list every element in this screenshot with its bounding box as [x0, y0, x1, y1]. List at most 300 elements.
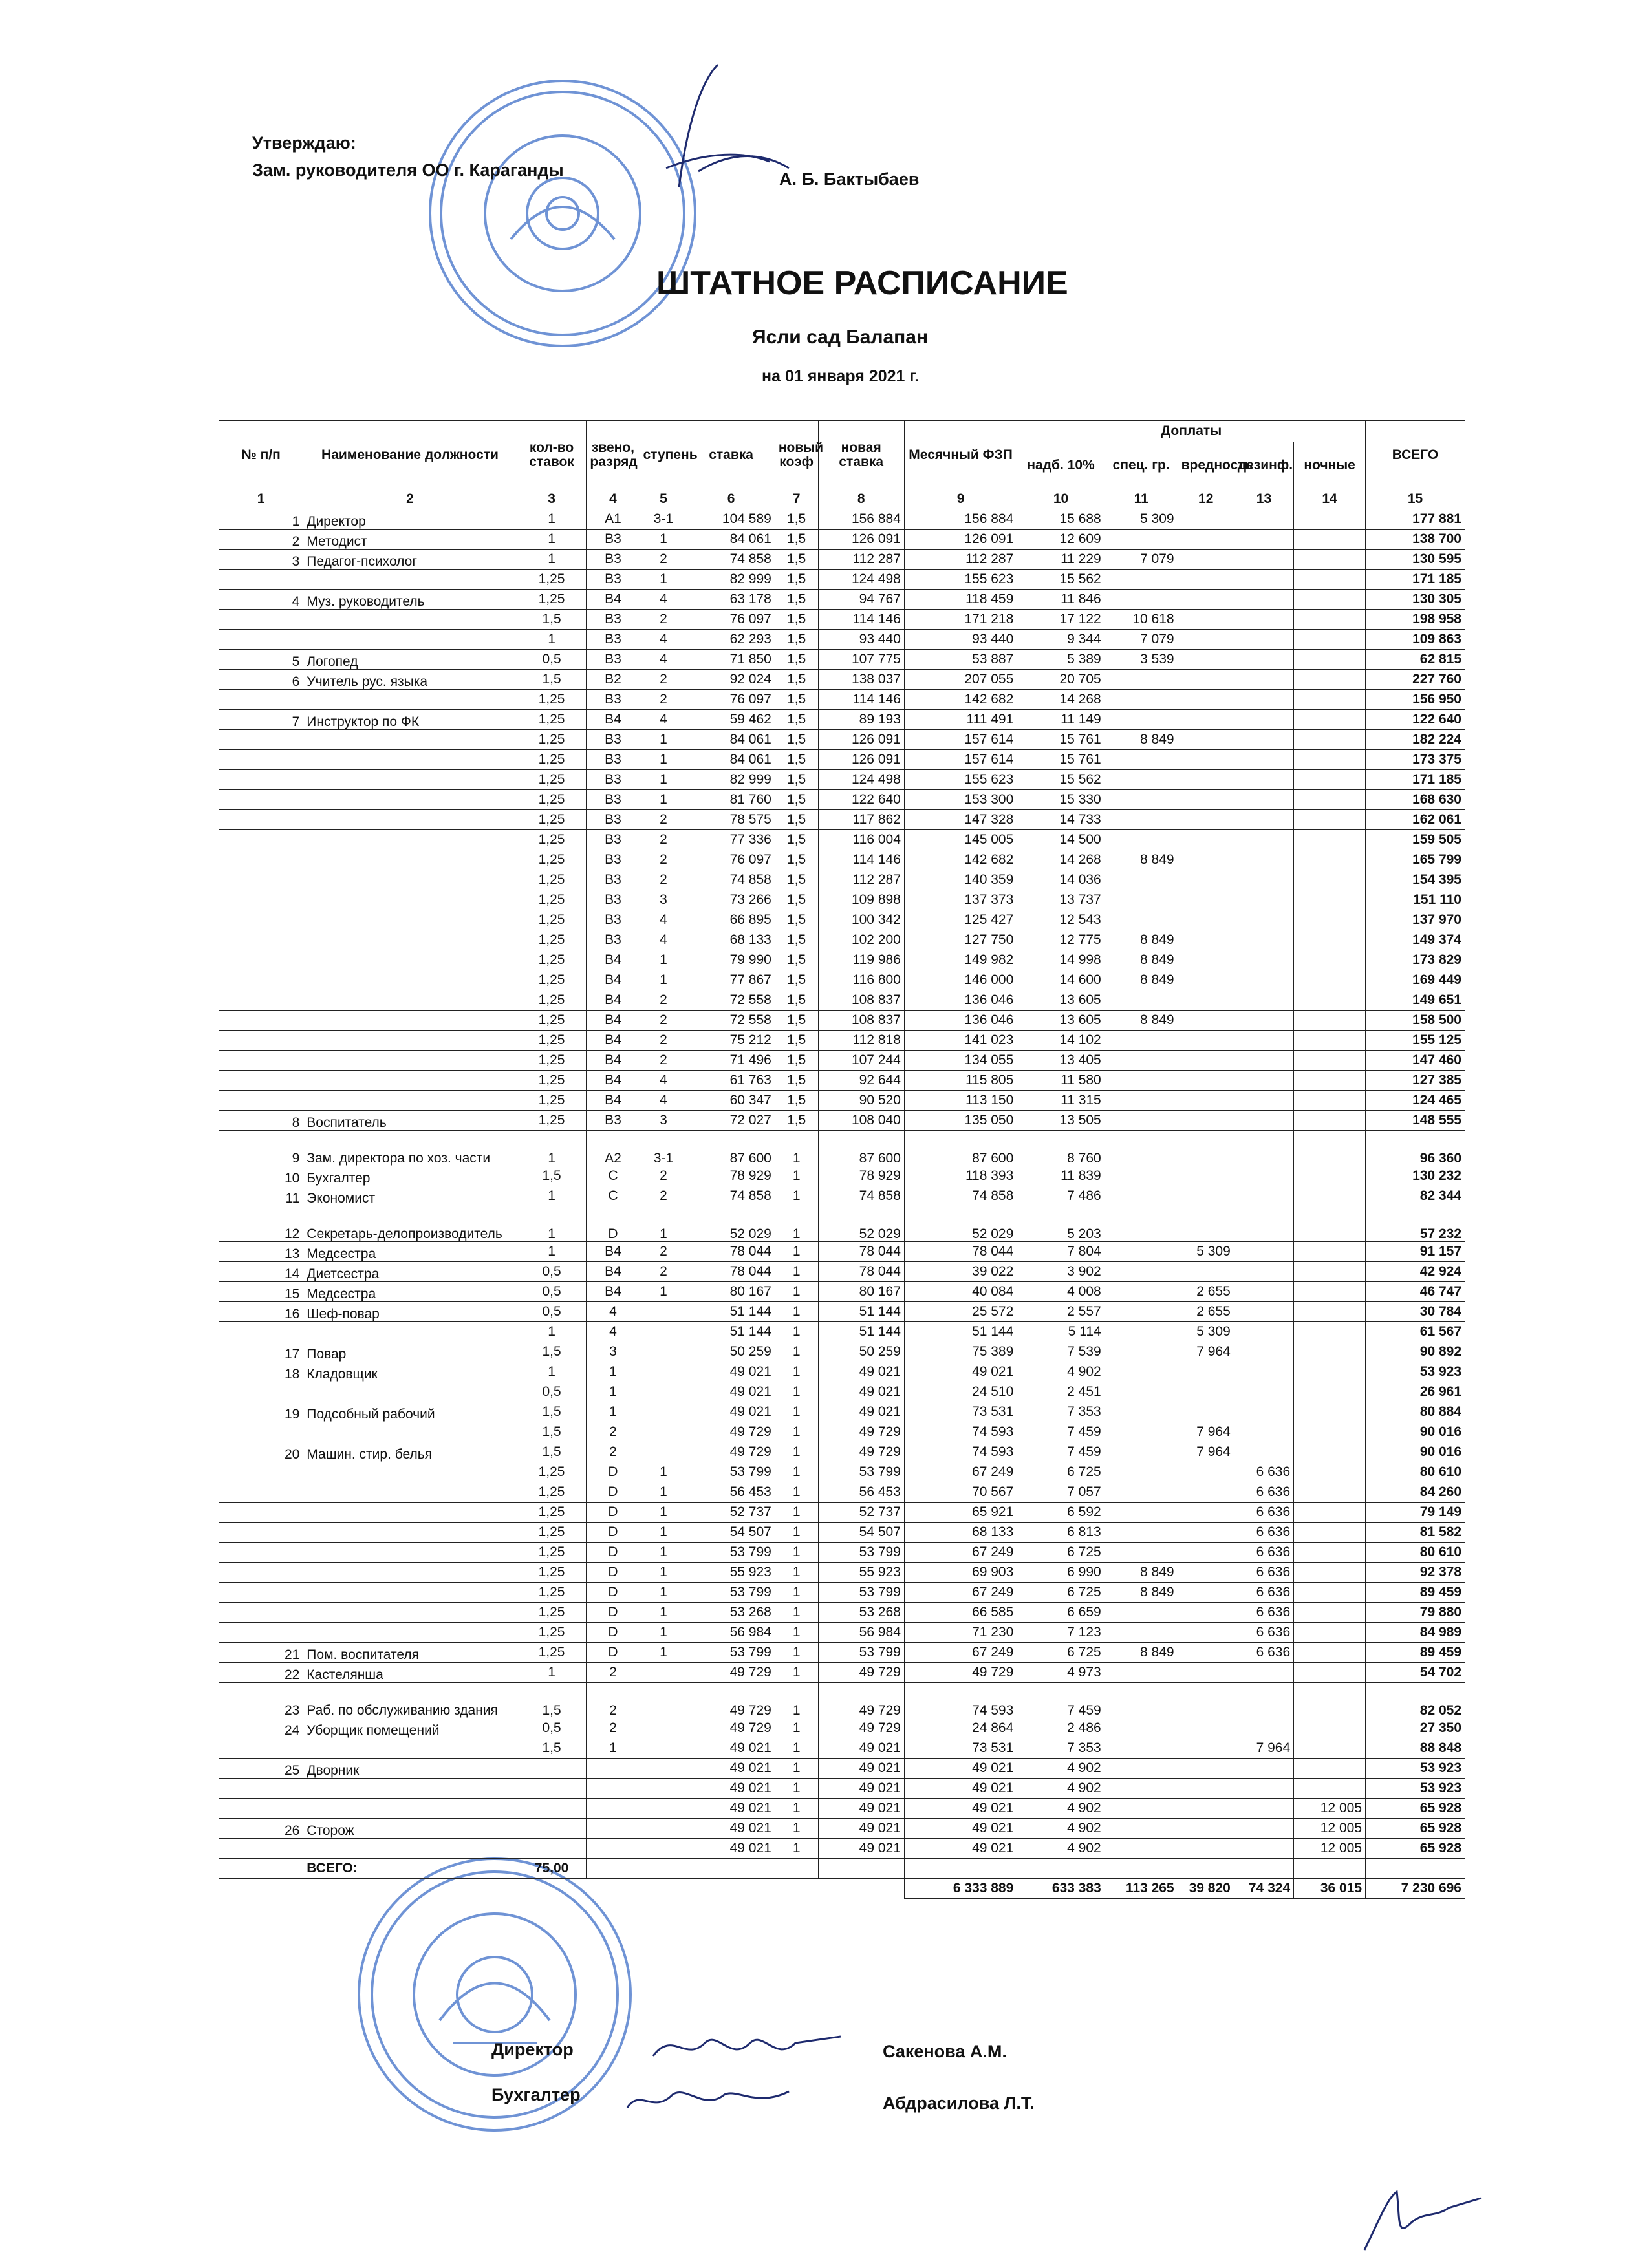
row-total: 173 375: [1366, 750, 1465, 770]
coefficient: 1,5: [775, 710, 818, 730]
extra-special: [1105, 1242, 1178, 1262]
step: [640, 1442, 687, 1462]
monthly-fzp: 67 249: [904, 1643, 1017, 1663]
extra-disinfection: [1234, 1422, 1293, 1442]
base-rate: 49 021: [687, 1402, 775, 1422]
extra-special: [1105, 1799, 1178, 1819]
extra-special: [1105, 1362, 1178, 1382]
monthly-fzp: 136 046: [904, 990, 1017, 1011]
new-rate: 49 021: [818, 1362, 904, 1382]
extra-disinfection: 6 636: [1234, 1643, 1293, 1663]
row-total: 26 961: [1366, 1382, 1465, 1402]
step: 1: [640, 530, 687, 550]
row-number: 15: [219, 1282, 303, 1302]
staff-units: 1,25: [517, 950, 587, 970]
new-rate: 53 268: [818, 1603, 904, 1623]
base-rate: 51 144: [687, 1322, 775, 1342]
row-total: 137 970: [1366, 910, 1465, 930]
new-rate: 49 021: [818, 1759, 904, 1779]
extra-night: [1294, 530, 1366, 550]
grade: В4: [587, 1242, 640, 1262]
extra-hazard: [1178, 1779, 1234, 1799]
position-name: Кастелянша: [303, 1663, 517, 1683]
table-row: [219, 1362, 1465, 1382]
header-step: ступень: [640, 421, 687, 489]
extra-hazard: [1178, 1839, 1234, 1859]
row-total: 182 224: [1366, 730, 1465, 750]
extra-disinfection: [1234, 670, 1293, 690]
monthly-fzp: 49 021: [904, 1799, 1017, 1819]
row-total: 149 651: [1366, 990, 1465, 1011]
extra-disinfection: [1234, 690, 1293, 710]
extra-disinfection: [1234, 1779, 1293, 1799]
table-row: [219, 1242, 1465, 1262]
grade: 1: [587, 1382, 640, 1402]
extra-10pct: 7 123: [1017, 1623, 1105, 1643]
extra-hazard: [1178, 910, 1234, 930]
new-rate: 49 021: [818, 1799, 904, 1819]
extra-night: [1294, 550, 1366, 570]
step: [640, 1799, 687, 1819]
staff-units: 1,5: [517, 1683, 587, 1718]
coefficient: 1: [775, 1543, 818, 1563]
new-rate: 108 837: [818, 990, 904, 1011]
new-rate: 93 440: [818, 630, 904, 650]
extra-night: [1294, 570, 1366, 590]
extra-10pct: 2 451: [1017, 1382, 1105, 1402]
row-number: [219, 1623, 303, 1643]
extra-night: [1294, 870, 1366, 890]
extra-special: 8 849: [1105, 730, 1178, 750]
row-total: 130 595: [1366, 550, 1465, 570]
column-number: 11: [1105, 489, 1178, 509]
row-number: 21: [219, 1643, 303, 1663]
step: 1: [640, 1206, 687, 1242]
new-rate: 53 799: [818, 1543, 904, 1563]
step: 1: [640, 1583, 687, 1603]
extra-disinfection: [1234, 1111, 1293, 1131]
new-rate: 156 884: [818, 509, 904, 530]
header-coef: новый коэф: [775, 421, 818, 489]
position-name: Муз. руководитель: [303, 590, 517, 610]
table-row: [219, 1166, 1465, 1186]
extra-10pct: 11 846: [1017, 590, 1105, 610]
step: 1: [640, 1543, 687, 1563]
monthly-fzp: 113 150: [904, 1091, 1017, 1111]
table-row: [219, 950, 1465, 970]
staff-units: 1,25: [517, 850, 587, 870]
extra-special: [1105, 1402, 1178, 1422]
row-total: 92 378: [1366, 1563, 1465, 1583]
sum-extra-10pct: 633 383: [1017, 1879, 1105, 1899]
base-rate: 78 044: [687, 1242, 775, 1262]
staff-units: 0,5: [517, 650, 587, 670]
extra-night: [1294, 1402, 1366, 1422]
column-number: 12: [1178, 489, 1234, 509]
new-rate: 89 193: [818, 710, 904, 730]
staff-units: 1,25: [517, 750, 587, 770]
staff-units: [517, 1799, 587, 1819]
grade: D: [587, 1523, 640, 1543]
extra-disinfection: [1234, 1091, 1293, 1111]
extra-hazard: [1178, 830, 1234, 850]
base-rate: 76 097: [687, 850, 775, 870]
extra-disinfection: [1234, 1242, 1293, 1262]
grade: 1: [587, 1738, 640, 1759]
grade: D: [587, 1206, 640, 1242]
row-number: 14: [219, 1262, 303, 1282]
staff-units: 1,25: [517, 1503, 587, 1523]
new-rate: 53 799: [818, 1583, 904, 1603]
position-name: [303, 630, 517, 650]
extra-disinfection: [1234, 1759, 1293, 1779]
monthly-fzp: 126 091: [904, 530, 1017, 550]
coefficient: 1,5: [775, 1031, 818, 1051]
new-rate: 80 167: [818, 1282, 904, 1302]
staff-units: 1,25: [517, 730, 587, 750]
extra-night: [1294, 730, 1366, 750]
position-name: Учитель рус. языка: [303, 670, 517, 690]
staff-units: 1,25: [517, 1603, 587, 1623]
step: 3-1: [640, 509, 687, 530]
staff-units: 1: [517, 1242, 587, 1262]
grade: В3: [587, 850, 640, 870]
row-total: 80 610: [1366, 1462, 1465, 1482]
extra-night: [1294, 1206, 1366, 1242]
step: [640, 1759, 687, 1779]
extra-disinfection: [1234, 1402, 1293, 1422]
column-number: 7: [775, 489, 818, 509]
extra-special: [1105, 1738, 1178, 1759]
new-rate: 53 799: [818, 1462, 904, 1482]
base-rate: 50 259: [687, 1342, 775, 1362]
extra-10pct: 14 998: [1017, 950, 1105, 970]
staff-units: 1,25: [517, 1523, 587, 1543]
extra-night: [1294, 1482, 1366, 1503]
extra-10pct: 6 813: [1017, 1523, 1105, 1543]
extra-night: [1294, 1302, 1366, 1322]
grade: D: [587, 1543, 640, 1563]
table-row: [219, 1503, 1465, 1523]
monthly-fzp: 142 682: [904, 690, 1017, 710]
table-row: [219, 670, 1465, 690]
header-extras: Доплаты: [1017, 421, 1366, 442]
base-rate: 72 027: [687, 1111, 775, 1131]
extra-10pct: 11 229: [1017, 550, 1105, 570]
grade: В3: [587, 870, 640, 890]
row-total: 53 923: [1366, 1759, 1465, 1779]
extra-night: [1294, 1523, 1366, 1543]
row-total: 53 923: [1366, 1779, 1465, 1799]
new-rate: 78 044: [818, 1242, 904, 1262]
row-total: 169 449: [1366, 970, 1465, 990]
extra-hazard: [1178, 1071, 1234, 1091]
new-rate: 114 146: [818, 850, 904, 870]
new-rate: 49 021: [818, 1779, 904, 1799]
step: [640, 1342, 687, 1362]
base-rate: 73 266: [687, 890, 775, 910]
base-rate: 52 029: [687, 1206, 775, 1242]
position-name: [303, 690, 517, 710]
row-number: [219, 790, 303, 810]
new-rate: 53 799: [818, 1643, 904, 1663]
table-row: [219, 1282, 1465, 1302]
extra-disinfection: [1234, 910, 1293, 930]
position-name: Раб. по обслуживанию здания: [303, 1683, 517, 1718]
row-total: 62 815: [1366, 650, 1465, 670]
table-row: [219, 1523, 1465, 1543]
row-number: [219, 1779, 303, 1799]
extra-special: [1105, 890, 1178, 910]
base-rate: 56 453: [687, 1482, 775, 1503]
base-rate: 74 858: [687, 550, 775, 570]
table-row: [219, 970, 1465, 990]
table-row: [219, 630, 1465, 650]
staff-units: 1,25: [517, 710, 587, 730]
extra-special: 8 849: [1105, 970, 1178, 990]
coefficient: 1: [775, 1583, 818, 1603]
extra-10pct: 4 902: [1017, 1819, 1105, 1839]
extra-10pct: 20 705: [1017, 670, 1105, 690]
staff-units: 1,5: [517, 610, 587, 630]
position-name: Медсестра: [303, 1282, 517, 1302]
extra-special: [1105, 1031, 1178, 1051]
base-rate: 49 021: [687, 1779, 775, 1799]
extra-hazard: [1178, 1382, 1234, 1402]
extra-disinfection: 6 636: [1234, 1523, 1293, 1543]
position-name: [303, 1051, 517, 1071]
step: [640, 1718, 687, 1738]
extra-disinfection: [1234, 1166, 1293, 1186]
position-name: Педагог-психолог: [303, 550, 517, 570]
base-rate: 77 336: [687, 830, 775, 850]
extra-special: [1105, 710, 1178, 730]
extra-10pct: 6 725: [1017, 1543, 1105, 1563]
base-rate: 49 021: [687, 1759, 775, 1779]
base-rate: 79 990: [687, 950, 775, 970]
table-row: [219, 1819, 1465, 1839]
row-number: [219, 810, 303, 830]
extra-night: [1294, 1683, 1366, 1718]
row-number: 25: [219, 1759, 303, 1779]
extra-hazard: [1178, 1718, 1234, 1738]
extra-hazard: [1178, 770, 1234, 790]
row-number: 17: [219, 1342, 303, 1362]
extra-hazard: [1178, 1683, 1234, 1718]
monthly-fzp: 69 903: [904, 1563, 1017, 1583]
extra-disinfection: [1234, 1382, 1293, 1402]
coefficient: 1: [775, 1718, 818, 1738]
grade: [587, 1779, 640, 1799]
extra-hazard: [1178, 570, 1234, 590]
extra-disinfection: [1234, 1799, 1293, 1819]
row-total: 156 950: [1366, 690, 1465, 710]
extra-night: [1294, 910, 1366, 930]
sum-extra-disinfection: 74 324: [1234, 1879, 1293, 1899]
new-rate: 52 737: [818, 1503, 904, 1523]
grade: В4: [587, 1091, 640, 1111]
monthly-fzp: 74 858: [904, 1186, 1017, 1206]
extra-hazard: 7 964: [1178, 1342, 1234, 1362]
position-name: [303, 1603, 517, 1623]
new-rate: 109 898: [818, 890, 904, 910]
row-total: 177 881: [1366, 509, 1465, 530]
new-rate: 49 021: [818, 1382, 904, 1402]
step: 4: [640, 630, 687, 650]
grade: В4: [587, 1282, 640, 1302]
table-row: [219, 1422, 1465, 1442]
column-number: 10: [1017, 489, 1105, 509]
staff-units: 0,5: [517, 1718, 587, 1738]
staff-units: 1,25: [517, 690, 587, 710]
new-rate: 112 818: [818, 1031, 904, 1051]
coefficient: 1: [775, 1799, 818, 1819]
staff-units: 1: [517, 509, 587, 530]
extra-hazard: [1178, 1111, 1234, 1131]
staff-units: 1,25: [517, 1643, 587, 1663]
table-row: [219, 1643, 1465, 1663]
row-total: 84 260: [1366, 1482, 1465, 1503]
row-number: [219, 890, 303, 910]
coefficient: 1,5: [775, 550, 818, 570]
coefficient: 1: [775, 1322, 818, 1342]
extra-10pct: 7 057: [1017, 1482, 1105, 1503]
table-row: [219, 930, 1465, 950]
position-name: [303, 750, 517, 770]
sum-extra-hazard: 39 820: [1178, 1879, 1234, 1899]
table-row: [219, 1186, 1465, 1206]
extra-night: [1294, 670, 1366, 690]
table-row: [219, 590, 1465, 610]
extra-10pct: 9 344: [1017, 630, 1105, 650]
monthly-fzp: 136 046: [904, 1011, 1017, 1031]
row-number: [219, 1799, 303, 1819]
table-row: [219, 1091, 1465, 1111]
extra-hazard: [1178, 1643, 1234, 1663]
row-number: [219, 1011, 303, 1031]
step: [640, 1322, 687, 1342]
extra-night: [1294, 1583, 1366, 1603]
row-total: 54 702: [1366, 1663, 1465, 1683]
approval-block: [252, 129, 564, 184]
column-number: 4: [587, 489, 640, 509]
table-row: [219, 990, 1465, 1011]
base-rate: 63 178: [687, 590, 775, 610]
step: 4: [640, 650, 687, 670]
base-rate: 52 737: [687, 1503, 775, 1523]
extra-special: [1105, 1322, 1178, 1342]
step: 2: [640, 990, 687, 1011]
table-row: [219, 1402, 1465, 1422]
row-total: 30 784: [1366, 1302, 1465, 1322]
row-total: 91 157: [1366, 1242, 1465, 1262]
position-name: Бухгалтер: [303, 1166, 517, 1186]
extra-night: [1294, 1503, 1366, 1523]
position-name: Подсобный рабочий: [303, 1402, 517, 1422]
step: 4: [640, 710, 687, 730]
coefficient: 1,5: [775, 810, 818, 830]
row-number: [219, 1071, 303, 1091]
grade: В3: [587, 810, 640, 830]
row-number: 12: [219, 1206, 303, 1242]
base-rate: 76 097: [687, 690, 775, 710]
sum-extra-night: 36 015: [1294, 1879, 1366, 1899]
staff-units: 1,25: [517, 1583, 587, 1603]
base-rate: 78 044: [687, 1262, 775, 1282]
base-rate: 55 923: [687, 1563, 775, 1583]
row-total: 130 305: [1366, 590, 1465, 610]
column-number: 2: [303, 489, 517, 509]
monthly-fzp: 118 393: [904, 1166, 1017, 1186]
base-rate: 84 061: [687, 730, 775, 750]
extra-hazard: [1178, 1462, 1234, 1482]
new-rate: 49 729: [818, 1718, 904, 1738]
new-rate: 112 287: [818, 550, 904, 570]
row-number: [219, 1738, 303, 1759]
position-name: [303, 950, 517, 970]
extra-hazard: [1178, 1523, 1234, 1543]
coefficient: 1,5: [775, 1011, 818, 1031]
staff-units: 1: [517, 1131, 587, 1166]
grade: 2: [587, 1718, 640, 1738]
step: 1: [640, 750, 687, 770]
staff-units: 1,25: [517, 1563, 587, 1583]
row-total: 151 110: [1366, 890, 1465, 910]
staff-units: 1,25: [517, 1111, 587, 1131]
extra-night: [1294, 750, 1366, 770]
extra-disinfection: [1234, 950, 1293, 970]
extra-hazard: [1178, 1206, 1234, 1242]
staff-units: 1,25: [517, 590, 587, 610]
extra-hazard: [1178, 550, 1234, 570]
extra-special: [1105, 1442, 1178, 1462]
monthly-fzp: 40 084: [904, 1282, 1017, 1302]
monthly-fzp: 78 044: [904, 1242, 1017, 1262]
grade: [587, 1819, 640, 1839]
extra-10pct: 14 268: [1017, 690, 1105, 710]
row-total: 89 459: [1366, 1643, 1465, 1663]
extra-10pct: 15 562: [1017, 570, 1105, 590]
extra-10pct: 6 725: [1017, 1462, 1105, 1482]
extra-10pct: 4 973: [1017, 1663, 1105, 1683]
extra-disinfection: 6 636: [1234, 1563, 1293, 1583]
header-link: звено, разряд: [587, 421, 640, 489]
monthly-fzp: 147 328: [904, 810, 1017, 830]
extra-hazard: [1178, 1031, 1234, 1051]
grade: 3: [587, 1342, 640, 1362]
extra-hazard: [1178, 810, 1234, 830]
table-row: [219, 1302, 1465, 1322]
table-row: [219, 770, 1465, 790]
extra-10pct: 12 609: [1017, 530, 1105, 550]
header-position: Наименование должности: [303, 421, 517, 489]
new-rate: 126 091: [818, 730, 904, 750]
grade: 2: [587, 1422, 640, 1442]
extra-disinfection: [1234, 770, 1293, 790]
extra-special: [1105, 1302, 1178, 1322]
row-number: [219, 610, 303, 630]
step: 2: [640, 1242, 687, 1262]
table-row: [219, 1382, 1465, 1402]
extra-special: [1105, 870, 1178, 890]
extra-10pct: 12 775: [1017, 930, 1105, 950]
row-total: 198 958: [1366, 610, 1465, 630]
position-name: Уборщик помещений: [303, 1718, 517, 1738]
new-rate: 102 200: [818, 930, 904, 950]
grade: С: [587, 1186, 640, 1206]
table-row: [219, 1342, 1465, 1362]
extra-hazard: 7 964: [1178, 1422, 1234, 1442]
